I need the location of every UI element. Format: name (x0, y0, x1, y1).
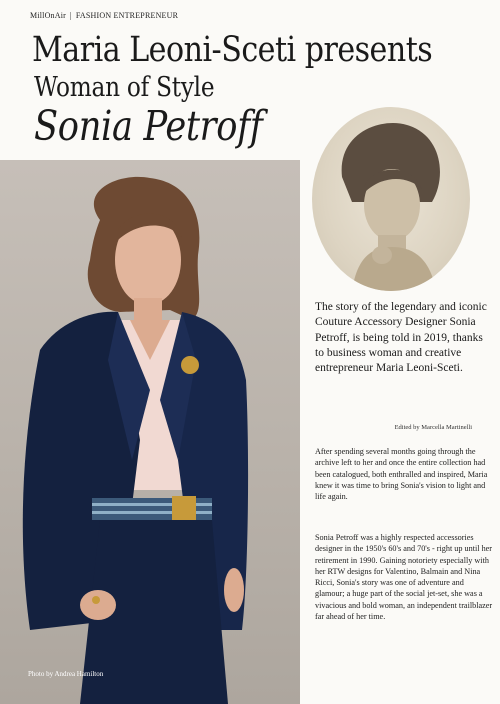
main-photo (0, 160, 300, 704)
headline-subject-name: Sonia Petroff (34, 102, 263, 150)
publication-name: MillOnAir (30, 11, 67, 20)
woman-in-velvet-suit-illustration (0, 160, 300, 704)
section-name: FASHION ENTREPRENEUR (75, 11, 179, 20)
article-lede: The story of the legendary and iconic Couture Accessory Designer Sonia Petroff, is being told in 2019, thanks to business woman and creative entrepreneur Maria Leoni-Sceti. (315, 301, 487, 375)
header-separator: | (70, 11, 72, 20)
photo-credit: Photo by Andrea Hamilton (28, 670, 104, 678)
headline-subtitle: Woman of Style (34, 72, 215, 103)
vintage-portrait (312, 107, 470, 291)
vintage-woman-portrait-illustration (312, 107, 470, 291)
article-paragraph: After spending several months going through the archive left to her and once the entire collection had been catalogued, both enthralled and inspired, Maria knew it was time to bring Sonia's vision to light and life again. (315, 447, 488, 502)
article-byline: Edited by Marcella Martinelli (394, 424, 472, 431)
headline-presenter: Maria Leoni-Sceti presents (32, 30, 433, 70)
article-paragraph: Sonia Petroff was a highly respected accessories designer in the 1950's 60's and 70's - right up until her retirement in 1990. Gaining notoriety especially with her RTW designs for Valentino, Balmain and Nina Ricci, Sonia's story was one of adventure and glamour; a huge part of the social jet-set, she was a vivacious and bold woman, an independent trailblazer far ahead of her time. (315, 533, 493, 622)
section-header (30, 11, 178, 20)
